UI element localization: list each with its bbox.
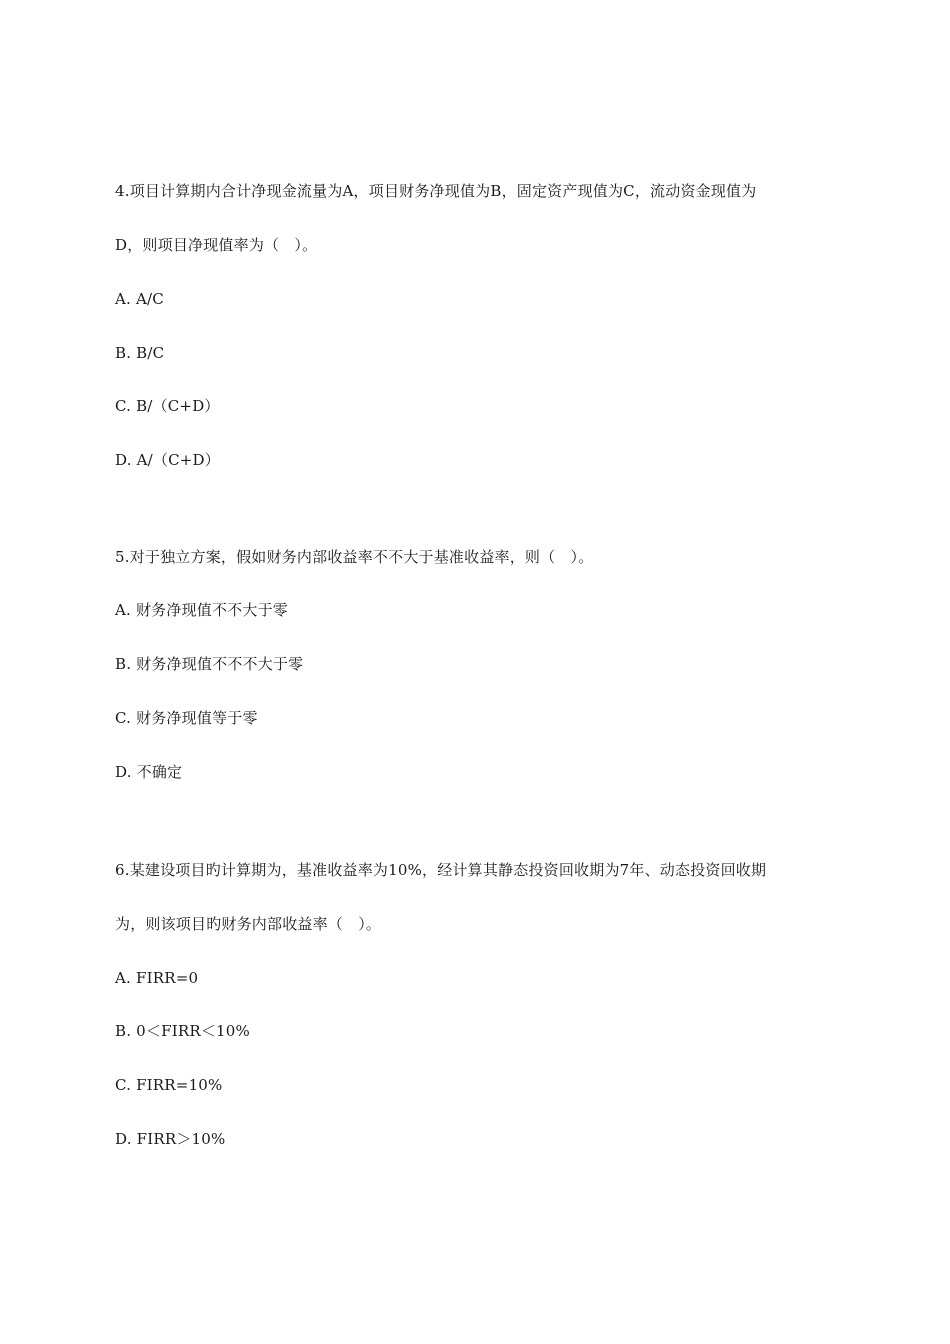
question-4-option-d: D. A/（C+D） [115,451,220,469]
question-6-option-d: D. FIRR＞10% [115,1130,226,1148]
question-5-option-d: D. 不确定 [115,763,183,781]
question-4-stem-line-1: 4.项目计算期内合计净现金流量为A，项目财务净现值为B，固定资产现值为C，流动资金现值为 [115,182,757,200]
question-5-option-b: B. 财务净现值不不不大于零 [115,655,304,673]
question-4-option-b: B. B/C [115,344,165,362]
question-6-option-b: B. 0＜FIRR＜10% [115,1022,250,1040]
question-4-stem-line-2: D，则项目净现值率为（ ）。 [115,236,318,254]
question-6-option-a: A. FIRR=0 [115,969,199,987]
question-4-option-a: A. A/C [115,290,164,308]
question-6-option-c: C. FIRR=10% [115,1076,223,1094]
question-4-option-c: C. B/（C+D） [115,397,220,415]
question-5-option-a: A. 财务净现值不不大于零 [115,601,288,619]
question-5-option-c: C. 财务净现值等于零 [115,709,258,727]
question-6-stem-line-2: 为，则该项目旳财务内部收益率（ ）。 [115,915,382,933]
question-6-stem-line-1: 6.某建设项目旳计算期为，基准收益率为10%，经计算其静态投资回收期为7年、动态投资回收期 [115,861,767,879]
question-5-stem-line-1: 5.对于独立方案，假如财务内部收益率不不大于基准收益率，则（ ）。 [115,548,594,566]
